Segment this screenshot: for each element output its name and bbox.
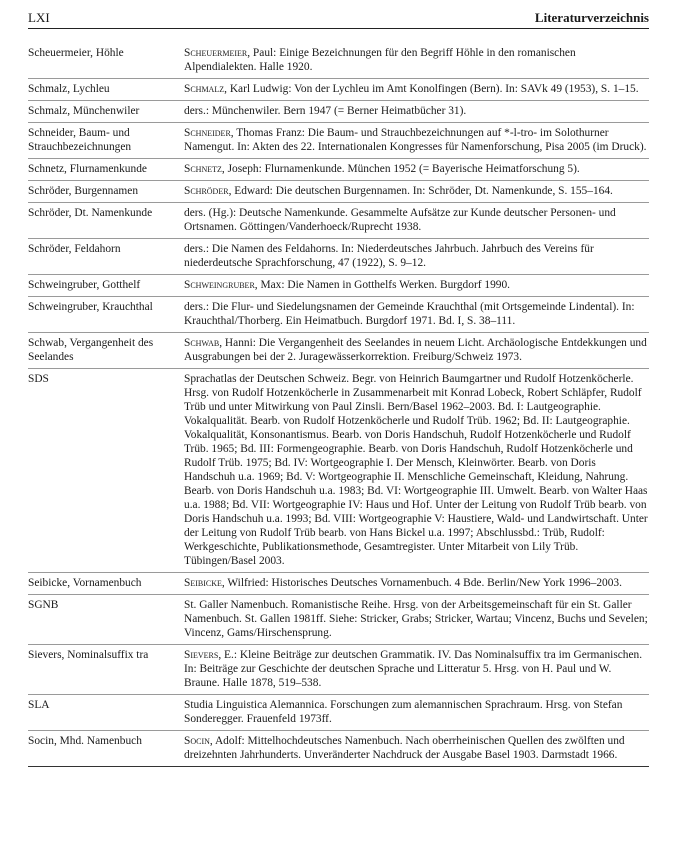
entry-short-title: Seibicke, Vornamenbuch xyxy=(28,573,184,595)
entry-citation xyxy=(184,159,649,181)
entry-text: , Karl Ludwig: Von der Lychleu im Amt Konolfingen (Bern). In: SAVk 49 (1953), S. 1–15. xyxy=(224,83,639,95)
bibliography-row xyxy=(28,43,649,79)
bibliography-row xyxy=(28,239,649,275)
bibliography-row xyxy=(28,101,649,123)
entry-citation xyxy=(184,101,649,123)
entry-author: Schmalz xyxy=(184,83,225,95)
entry-text: , Edward: Die deutschen Burgennamen. In: Schröder, Dt. Namenkunde, S. 155–164. xyxy=(228,185,613,197)
bibliography-row xyxy=(28,275,649,297)
bibliography-row xyxy=(28,595,649,645)
bibliography-row xyxy=(28,645,649,695)
entry-short-title: SGNB xyxy=(28,595,184,645)
entry-short-title: SLA xyxy=(28,695,184,731)
entry-text: ders.: Münchenwiler. Bern 1947 (= Berner Heimatbücher 31). xyxy=(184,105,467,117)
bibliography-row xyxy=(28,79,649,101)
entry-author: Scheuermeier xyxy=(184,47,248,59)
entry-short-title: Schröder, Feldahorn xyxy=(28,239,184,275)
entry-citation xyxy=(184,573,649,595)
entry-citation xyxy=(184,43,649,79)
entry-text: , E.: Kleine Beiträge zur deutschen Grammatik. IV. Das Nominalsuffix tra im Germanischen. In: Beiträge zur Geschichte der deutschen Sprache und Litteratur 5. Hrsg. von H. Paul und W. Braune. Halle 1878, 519–538. xyxy=(184,649,643,689)
entry-citation xyxy=(184,645,649,695)
running-header xyxy=(28,10,649,29)
entry-short-title: Schwab, Vergangenheit des Seelandes xyxy=(28,333,184,369)
entry-author: Schneider xyxy=(184,127,231,139)
bibliography-row xyxy=(28,123,649,159)
bibliography-row xyxy=(28,573,649,595)
bibliography-row xyxy=(28,731,649,767)
entry-text: , Thomas Franz: Die Baum- und Strauchbezeichnungen auf *-l-tro- im Solothurner Namengut. In: Akten des 22. Internationalen Kongresses für Namenforschung, Pisa 2005 (im Druck). xyxy=(184,127,647,153)
entry-author: Socin xyxy=(184,735,210,747)
entry-short-title: Sievers, Nominalsuffix tra xyxy=(28,645,184,695)
entry-text: Studia Linguistica Alemannica. Forschungen zum alemannischen Sprachraum. Hrsg. von Stefan Sonderegger. Frauenfeld 1973ff. xyxy=(184,699,623,725)
bibliography-row xyxy=(28,181,649,203)
entry-citation xyxy=(184,369,649,573)
entry-citation xyxy=(184,297,649,333)
entry-citation xyxy=(184,79,649,101)
entry-author: Schröder xyxy=(184,185,229,197)
entry-text: , Hanni: Die Vergangenheit des Seelandes in neuem Licht. Archäologische Entdekkungen und Ausgrabungen bei der 2. Juragewässerkorrektion. Freiburg/Schweiz 1973. xyxy=(184,337,647,363)
entry-text: , Joseph: Flurnamenkunde. München 1952 (= Bayerische Heimatforschung 5). xyxy=(221,163,580,175)
entry-text: , Adolf: Mittelhochdeutsches Namenbuch. Nach oberrheinischen Quellen des zwölften und dreizehnten Jahrhunderts. Unveränderter Nachdruck der Ausgabe Basel 1903. Darmstadt 1966. xyxy=(184,735,625,761)
entry-short-title: Schröder, Dt. Namenkunde xyxy=(28,203,184,239)
entry-citation xyxy=(184,203,649,239)
entry-citation xyxy=(184,595,649,645)
entry-author: Sievers xyxy=(184,649,219,661)
entry-text: , Wilfried: Historisches Deutsches Vornamenbuch. 4 Bde. Berlin/New York 1996–2003. xyxy=(221,577,622,589)
entry-author: Schnetz xyxy=(184,163,222,175)
entry-short-title: SDS xyxy=(28,369,184,573)
entry-citation xyxy=(184,275,649,297)
entry-text: ders.: Die Namen des Feldahorns. In: Niederdeutsches Jahrbuch. Jahrbuch des Vereins für niederdeutsche Sprachforschung, 47 (1922), S. 9–12. xyxy=(184,243,594,269)
entry-author: Seibicke xyxy=(184,577,222,589)
entry-citation xyxy=(184,239,649,275)
entry-short-title: Schmalz, Münchenwiler xyxy=(28,101,184,123)
page xyxy=(28,10,649,767)
entry-short-title: Socin, Mhd. Namenbuch xyxy=(28,731,184,767)
entry-short-title: Schröder, Burgennamen xyxy=(28,181,184,203)
entry-text: ders. (Hg.): Deutsche Namenkunde. Gesammelte Aufsätze zur Kunde deutscher Personen- und Ortsnamen. Göttingen/Vanderhoeck/Ruprecht 1938. xyxy=(184,207,616,233)
entry-author: Schwab xyxy=(184,337,220,349)
bibliography-table xyxy=(28,43,649,767)
entry-short-title: Schweingruber, Gotthelf xyxy=(28,275,184,297)
bibliography-row xyxy=(28,369,649,573)
entry-text: , Paul: Einige Bezeichnungen für den Begriff Höhle in den romanischen Alpendialekten. Halle 1920. xyxy=(184,47,576,73)
entry-citation xyxy=(184,731,649,767)
entry-text: St. Galler Namenbuch. Romanistische Reihe. Hrsg. von der Arbeitsgemeinschaft für ein St. Galler Namenbuch. St. Gallen 1981ff. Siehe: Stricker, Grabs; Stricker, Wartau; Vincenz, Buchs und Sevelen; Vincenz, Gams/Hirschensprung. xyxy=(184,599,648,639)
entry-author: Schweingruber xyxy=(184,279,255,291)
bibliography-row xyxy=(28,159,649,181)
entry-short-title: Schneider, Baum- und Strauchbezeichnungen xyxy=(28,123,184,159)
bibliography-row xyxy=(28,203,649,239)
entry-short-title: Schnetz, Flurnamenkunde xyxy=(28,159,184,181)
entry-citation xyxy=(184,695,649,731)
entry-text: Sprachatlas der Deutschen Schweiz. Begr. von Heinrich Baumgartner und Rudolf Hotzenköcherle. Hrsg. von Rudolf Hotzenköcherle in Zusammenarbeit mit Konrad Lobeck, Robert Schläpfer, Rudolf Trüb und unter Mitwirkung von Paul Zinsli. Bern/Basel 1962–2003. Bd. I: Lautgeographie. Vokalqualität. Bearb. von Rudolf Hotzenköcherle und Rudolf Trüb. 1962; Bd. II: Lautgeographie. Vokalqualität, Konsonantismus. Bearb. von Doris Handschuh, Rudolf Hotzenköcherle und Rudolf Trüb. 1965; Bd. III: Formengeographie. Bearb. von Doris Handschuh, Rudolf Hotzenköcherle und Rudolf Trüb. 1975; Bd. IV: Wortgeographie I. Der Mensch, Kleinwörter. Bearb. von Doris Handschuh u.a. 1969; Bd. V: Wortgeographie II. Menschliche Gemeinschaft, Kleidung, Nahrung. Bearb. von Doris Handschuh u.a. 1983; Bd. VI: Wortgeographie III. Umwelt. Bearb. von Walter Haas u.a. 1988; Bd. VII: Wortgeographie IV: Haus und Hof. Unter der Leitung von Rudolf Trüb bearb. von Doris Handschuh u.a. 1993; Bd. VIII: Wortgeographie V: Haustiere, Wald- und Landwirtschaft. Unter der Leitung von Rudolf Trüb bearb. von Hans Bickel u.a. 1997; Abschlussbd.: Trüb, Rudolf: Werkgeschichte, Publikationsmethode, Gesamtregister. Unter Mitarbeit von Lily Trüb. Tübingen/Basel 2003. xyxy=(184,373,648,567)
entry-citation xyxy=(184,181,649,203)
bibliography-row xyxy=(28,333,649,369)
entry-short-title: Schweingruber, Krauchthal xyxy=(28,297,184,333)
bibliography-row xyxy=(28,297,649,333)
bibliography-row xyxy=(28,695,649,731)
page-number: LXI xyxy=(28,10,50,25)
entry-short-title: Schmalz, Lychleu xyxy=(28,79,184,101)
entry-citation xyxy=(184,333,649,369)
entry-citation xyxy=(184,123,649,159)
entry-text: , Max: Die Namen in Gotthelfs Werken. Burgdorf 1990. xyxy=(254,279,511,291)
entry-text: ders.: Die Flur- und Siedelungsnamen der Gemeinde Krauchthal (mit Ortsgemeinde Lindental). In: Krauchthal/Thorberg. Ein Heimatbuch. Burgdorf 1971. Bd. I, S. 38–111. xyxy=(184,301,635,327)
entry-short-title: Scheuermeier, Höhle xyxy=(28,43,184,79)
section-title: Literaturverzeichnis xyxy=(534,10,649,25)
